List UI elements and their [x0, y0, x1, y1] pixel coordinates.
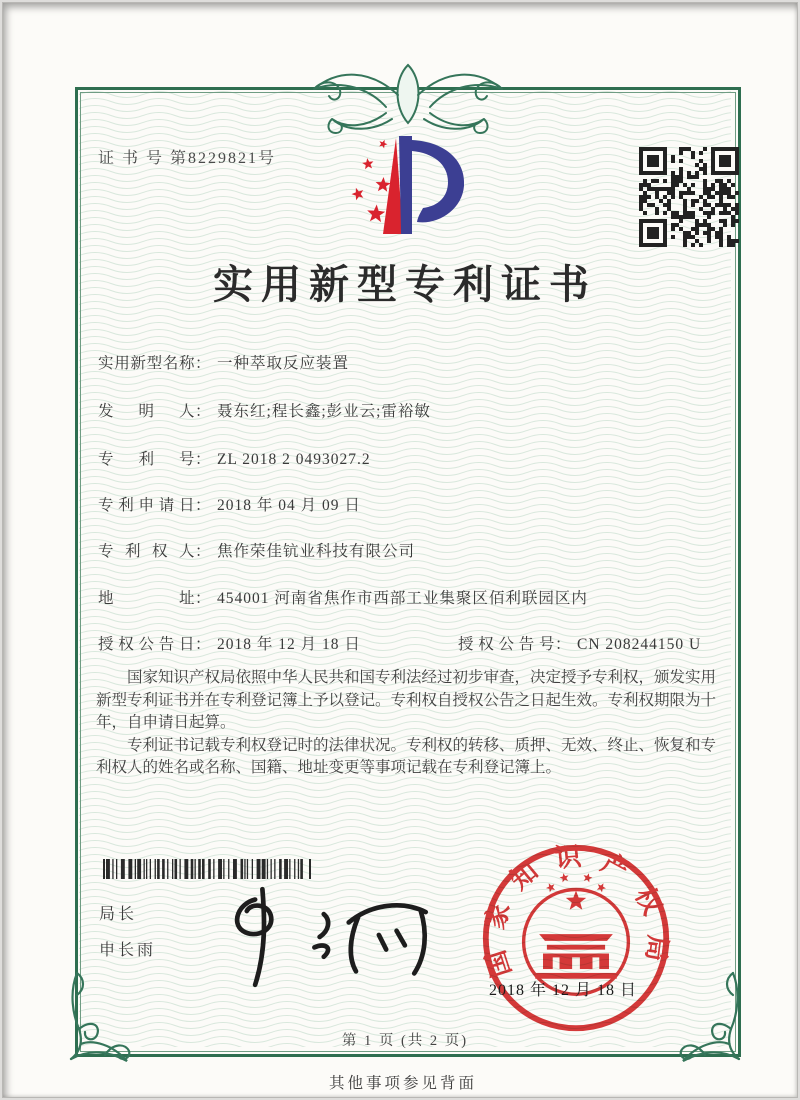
barcode	[103, 859, 313, 879]
official-seal-cnipa	[479, 841, 673, 1035]
page-number: 第 1 页 (共 2 页)	[341, 1033, 469, 1049]
field-colon: ：	[195, 355, 212, 372]
seal-date: 2018 年 12 月 18 日	[489, 982, 638, 999]
field-value-patentee: 焦作荣佳钪业科技有限公司	[217, 543, 416, 560]
field-label: 地址	[98, 590, 195, 607]
field-label: 发明人	[98, 403, 195, 420]
top-flourish-ornament	[298, 51, 518, 139]
field-value-grant-number: CN 208244150 U	[577, 636, 702, 653]
field-colon: ：	[195, 590, 212, 607]
field-label: 专利申请日	[98, 497, 195, 514]
commissioner-title: 局长	[99, 906, 138, 923]
field-colon: ：	[195, 636, 212, 653]
field-value-grant-date: 2018 年 12 月 18 日	[217, 636, 361, 653]
certificate-title: 实用新型专利证书	[213, 262, 597, 307]
field-value-inventors: 聂东红;程长鑫;彭业云;雷裕敏	[217, 403, 431, 420]
field-value-address: 454001 河南省焦作市西部工业集聚区佰利联园区内	[217, 590, 588, 607]
certificate-number: 证 书 号 第8229821号	[98, 150, 277, 167]
legal-text-block	[96, 667, 716, 780]
legal-paragraph-register: 专利证书记载专利权登记时的法律状况。专利权的转移、质押、无效、终止、恢复和专利权人的姓名或名称、国籍、地址变更等事项记载在专利登记簿上。	[96, 736, 717, 776]
field-colon: ：	[195, 497, 212, 514]
field-value-patent-number: ZL 2018 2 0493027.2	[217, 451, 371, 468]
field-value-filing-date: 2018 年 04 月 09 日	[217, 497, 361, 514]
field-row-name	[98, 351, 349, 373]
field-colon: ：	[195, 451, 212, 468]
field-grant-number-pair	[458, 632, 701, 654]
field-row-patentee	[98, 539, 415, 561]
certificate-paper	[2, 2, 798, 1098]
bottom-left-flourish-ornament	[61, 969, 161, 1069]
field-label: 实用新型名称	[98, 355, 195, 372]
field-row-inventors	[98, 399, 431, 421]
cnipa-logo-icon	[333, 131, 483, 243]
field-row-grant	[98, 632, 702, 654]
seal-arc-text: 国家知识产权局	[480, 841, 673, 981]
back-side-note: 其他事项参见背面	[328, 1075, 477, 1092]
field-label: 授权公告日	[98, 636, 195, 653]
field-label: 授权公告号	[458, 636, 555, 653]
qr-code	[639, 147, 739, 247]
field-row-patent-number	[98, 447, 371, 469]
field-row-address	[98, 586, 588, 608]
signature-shen-changyu-icon	[215, 885, 445, 989]
field-colon: ：	[195, 543, 212, 560]
field-row-filing-date	[98, 493, 361, 515]
field-colon: ：	[555, 636, 572, 653]
commissioner-name: 申长雨	[99, 942, 157, 959]
field-label: 专利号	[98, 451, 195, 468]
field-value-utility-model-name: 一种萃取反应装置	[217, 355, 350, 372]
field-label: 专利权人	[98, 543, 195, 560]
legal-paragraph-grant: 国家知识产权局依照中华人民共和国专利法经过初步审查，决定授予专利权，颁发实用新型专利证书并在专利登记簿上予以登记。专利权自授权公告之日起生效。专利权期限为十年，自申请日起算。	[96, 669, 717, 731]
field-colon: ：	[195, 403, 212, 420]
